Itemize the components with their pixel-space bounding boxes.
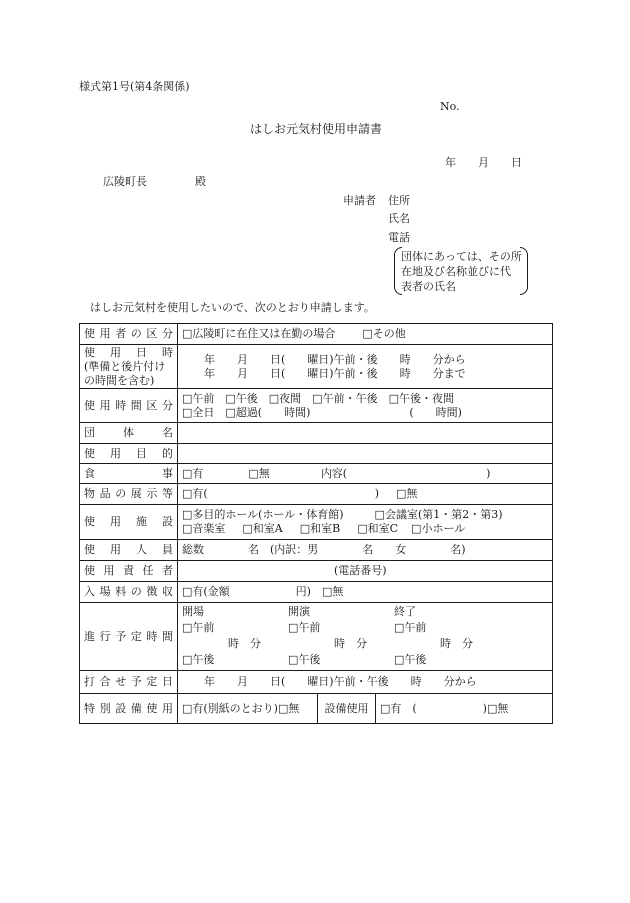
resident-checkbox[interactable]: □広陵町に在住又は在勤の場合 <box>182 327 336 340</box>
time-division-label: 使用時間区分 <box>80 389 178 423</box>
small-hall-checkbox[interactable]: □小ホール <box>411 522 466 535</box>
row-exhibit <box>80 484 553 505</box>
music-room-checkbox[interactable]: □音楽室 <box>182 522 226 535</box>
page-title: はしお元気村使用申請書 <box>250 122 383 136</box>
schedule-end-time: 時 分 <box>440 636 473 650</box>
time-division-options[interactable] <box>178 389 553 423</box>
intro-text: はしお元気村を使用したいので、次のとおり申請します。 <box>90 301 375 314</box>
washitsu-b-checkbox[interactable]: □和室B <box>299 522 341 535</box>
schedule-open-time: 時 分 <box>228 636 261 650</box>
meeting-room-checkbox[interactable]: □会議室(第1・第2・第3) <box>374 508 503 521</box>
applicant-address-label: 住所 <box>388 194 410 207</box>
schedule-end-label: 終了 <box>394 604 416 618</box>
date-line: 年 月 日 <box>445 156 522 169</box>
food-yes-checkbox[interactable]: □有 <box>182 466 204 480</box>
exhibit-options[interactable] <box>178 484 553 505</box>
schedule-start-pm[interactable]: □午後 <box>288 652 321 666</box>
user-category-options[interactable] <box>178 324 553 345</box>
row-food <box>80 464 553 484</box>
washitsu-a-checkbox[interactable]: □和室A <box>242 522 283 535</box>
datetime-to: 年 月 日( 曜日)午前・後 時 分まで <box>204 366 466 380</box>
special-equipment-options[interactable]: □有(別紙のとおり)□無 <box>178 694 318 724</box>
applicant-name-label: 氏名 <box>388 212 410 225</box>
meeting-field[interactable]: 年 月 日( 曜日)午前・午後 時 分から <box>178 671 553 694</box>
multipurpose-hall-checkbox[interactable]: □多目的ホール(ホール・体育館) <box>182 508 344 521</box>
facility-options[interactable] <box>178 505 553 540</box>
schedule-start-time: 時 分 <box>334 636 367 650</box>
row-people <box>80 540 553 561</box>
row-user-category <box>80 324 553 345</box>
schedule-start-am[interactable]: □午前 <box>288 620 321 634</box>
row-meeting <box>80 671 553 694</box>
exhibit-close: ) <box>374 487 379 500</box>
row-facility <box>80 505 553 540</box>
food-label: 食 事 <box>80 464 178 484</box>
row-schedule <box>80 603 553 671</box>
addressee: 広陵町長 <box>103 175 147 188</box>
row-admission <box>80 582 553 603</box>
washitsu-c-checkbox[interactable]: □和室C <box>357 522 399 535</box>
special-equipment-label: 特別設備使用 <box>80 694 178 724</box>
schedule-end-pm[interactable]: □午後 <box>394 652 427 666</box>
manager-label: 使用責任者 <box>80 561 178 582</box>
people-label: 使 用 人 員 <box>80 540 178 561</box>
datetime-field[interactable] <box>178 345 553 389</box>
meeting-label: 打合せ予定日 <box>80 671 178 694</box>
exhibit-yes-checkbox[interactable]: □有( <box>182 487 208 500</box>
exhibit-label: 物品の展示等 <box>80 484 178 505</box>
row-special-equipment <box>80 694 553 724</box>
facility-label: 使 用 施 設 <box>80 505 178 540</box>
purpose-field[interactable] <box>178 444 553 464</box>
schedule-start-label: 開演 <box>288 604 310 618</box>
applicant-phone-label: 電話 <box>388 231 410 244</box>
manager-field[interactable]: (電話番号) <box>178 561 553 582</box>
datetime-from: 年 月 日( 曜日)午前・後 時 分から <box>204 352 466 366</box>
honorific: 殿 <box>195 175 206 188</box>
row-time-division <box>80 389 553 423</box>
applicant-label: 申請者 <box>343 194 376 207</box>
people-field[interactable]: 総数 名 (内訳：男 名 女 名) <box>178 540 553 561</box>
datetime-label: 使 用 日 時 (準備と後片付け の時間を含む) <box>80 345 178 389</box>
exhibit-no-checkbox[interactable]: □無 <box>395 487 418 500</box>
admission-options[interactable]: □有(金額 円) □無 <box>178 582 553 603</box>
food-content-close: ) <box>486 466 491 480</box>
schedule-end-am[interactable]: □午前 <box>394 620 427 634</box>
row-group-name <box>80 423 553 444</box>
schedule-open-pm[interactable]: □午後 <box>182 652 215 666</box>
schedule-open-label: 開場 <box>182 604 204 618</box>
number-label: No. <box>440 100 460 113</box>
row-purpose <box>80 444 553 464</box>
applicant-note <box>394 247 528 295</box>
time-division-line2[interactable]: □全日 □超過( 時間) <box>182 405 311 419</box>
equipment-use-options[interactable]: □有 ( )□無 <box>376 694 553 724</box>
form-number: 様式第1号(第4条関係) <box>79 80 190 93</box>
food-content-label: 内容( <box>320 466 348 480</box>
row-datetime <box>80 345 553 389</box>
applicant-note-line: 表者の氏名 <box>401 280 456 293</box>
applicant-note-line: 在地及び名称並びに代 <box>401 265 511 278</box>
group-name-label: 団 体 名 <box>80 423 178 444</box>
other-checkbox[interactable]: □その他 <box>362 327 406 340</box>
admission-label: 入場料の徴収 <box>80 582 178 603</box>
time-division-line1[interactable]: □午前 □午後 □夜間 □午前・午後 □午後・夜間 <box>182 391 454 405</box>
purpose-label: 使 用 目 的 <box>80 444 178 464</box>
schedule-label: 進行予定時間 <box>80 603 178 671</box>
schedule-open-am[interactable]: □午前 <box>182 620 215 634</box>
user-category-label: 使用者の区分 <box>80 324 178 345</box>
time-division-hours: ( 時間) <box>409 405 462 419</box>
application-form-table <box>79 323 553 724</box>
food-no-checkbox[interactable]: □無 <box>248 466 270 480</box>
row-manager <box>80 561 553 582</box>
applicant-note-line: 団体にあっては、その所 <box>401 250 522 263</box>
schedule-field[interactable] <box>178 603 553 671</box>
food-options[interactable] <box>178 464 553 484</box>
equipment-use-label: 設備使用 <box>318 694 376 724</box>
group-name-field[interactable] <box>178 423 553 444</box>
